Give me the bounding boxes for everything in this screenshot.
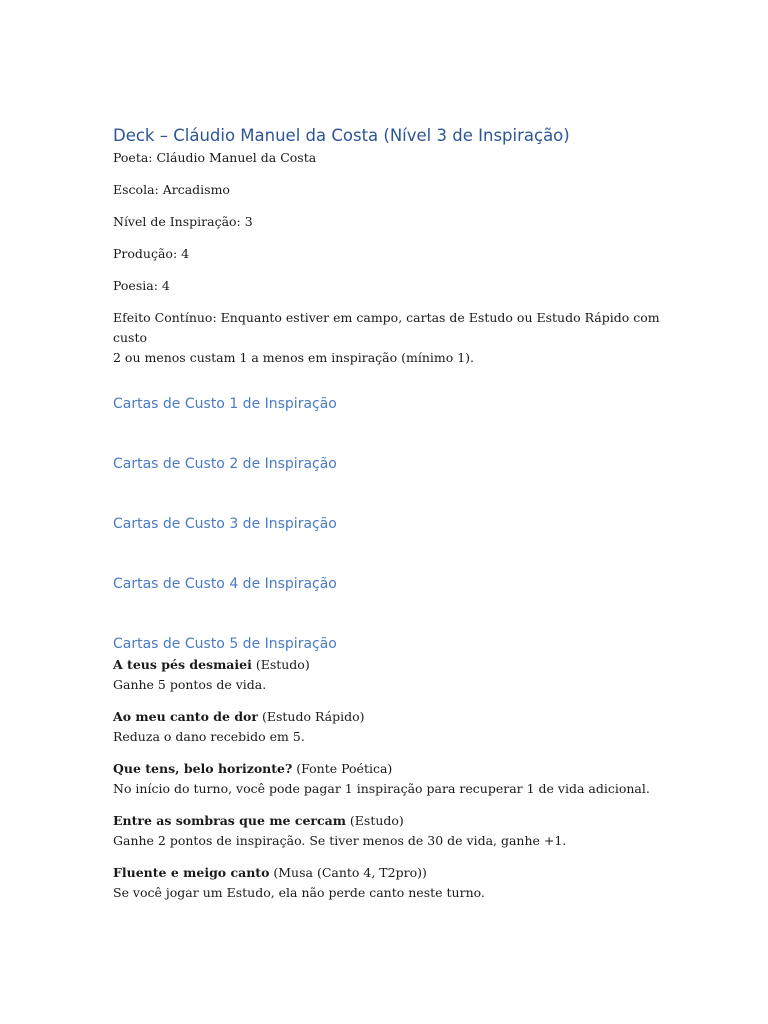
card-description: Ganhe 2 pontos de inspiração. Se tiver menos de 30 de vida, ganhe +1.	[113, 833, 567, 848]
card-description: Ganhe 5 pontos de vida.	[113, 677, 267, 692]
info-production: Produção: 4	[113, 246, 190, 261]
card-name: Entre as sombras que me cercam	[113, 813, 346, 828]
card-type: (Estudo)	[345, 813, 404, 828]
section-cost-1: Cartas de Custo 1 de Inspiração	[113, 396, 337, 412]
continuous-effect-line1: Efeito Contínuo: Enquanto estiver em campo, cartas de Estudo ou Estudo Rápido com custo	[113, 310, 660, 345]
document-page	[113, 124, 673, 903]
info-poet: Poeta: Cláudio Manuel da Costa	[113, 150, 317, 165]
section-cost-3: Cartas de Custo 3 de Inspiração	[113, 516, 337, 532]
card-item	[113, 863, 673, 903]
section-cost-5: Cartas de Custo 5 de Inspiração	[113, 636, 337, 652]
info-school: Escola: Arcadismo	[113, 182, 230, 197]
continuous-effect	[113, 308, 673, 368]
card-name: Que tens, belo horizonte?	[113, 761, 293, 776]
section-cost-2: Cartas de Custo 2 de Inspiração	[113, 456, 337, 472]
card-type: (Fonte Poética)	[292, 761, 393, 776]
card-item	[113, 811, 673, 851]
card-description: No início do turno, você pode pagar 1 inspiração para recuperar 1 de vida adicional.	[113, 781, 650, 796]
document-title: Deck – Cláudio Manuel da Costa (Nível 3 de Inspiração)	[113, 126, 570, 145]
card-item	[113, 759, 673, 799]
card-type: (Estudo)	[251, 657, 310, 672]
card-item	[113, 707, 673, 747]
card-name: Ao meu canto de dor	[113, 709, 258, 724]
card-list	[113, 655, 673, 903]
section-cost-4: Cartas de Custo 4 de Inspiração	[113, 576, 337, 592]
card-description: Se você jogar um Estudo, ela não perde canto neste turno.	[113, 885, 485, 900]
info-inspiration-level: Nível de Inspiração: 3	[113, 214, 253, 229]
card-type: (Estudo Rápido)	[257, 709, 365, 724]
continuous-effect-line2: 2 ou menos custam 1 a menos em inspiração (mínimo 1).	[113, 350, 475, 365]
card-type: (Musa (Canto 4, T2pro))	[269, 865, 427, 880]
card-name: Fluente e meigo canto	[113, 865, 270, 880]
card-item	[113, 655, 673, 695]
card-description: Reduza o dano recebido em 5.	[113, 729, 305, 744]
card-name: A teus pés desmaiei	[113, 657, 252, 672]
info-poetry: Poesia: 4	[113, 278, 170, 293]
